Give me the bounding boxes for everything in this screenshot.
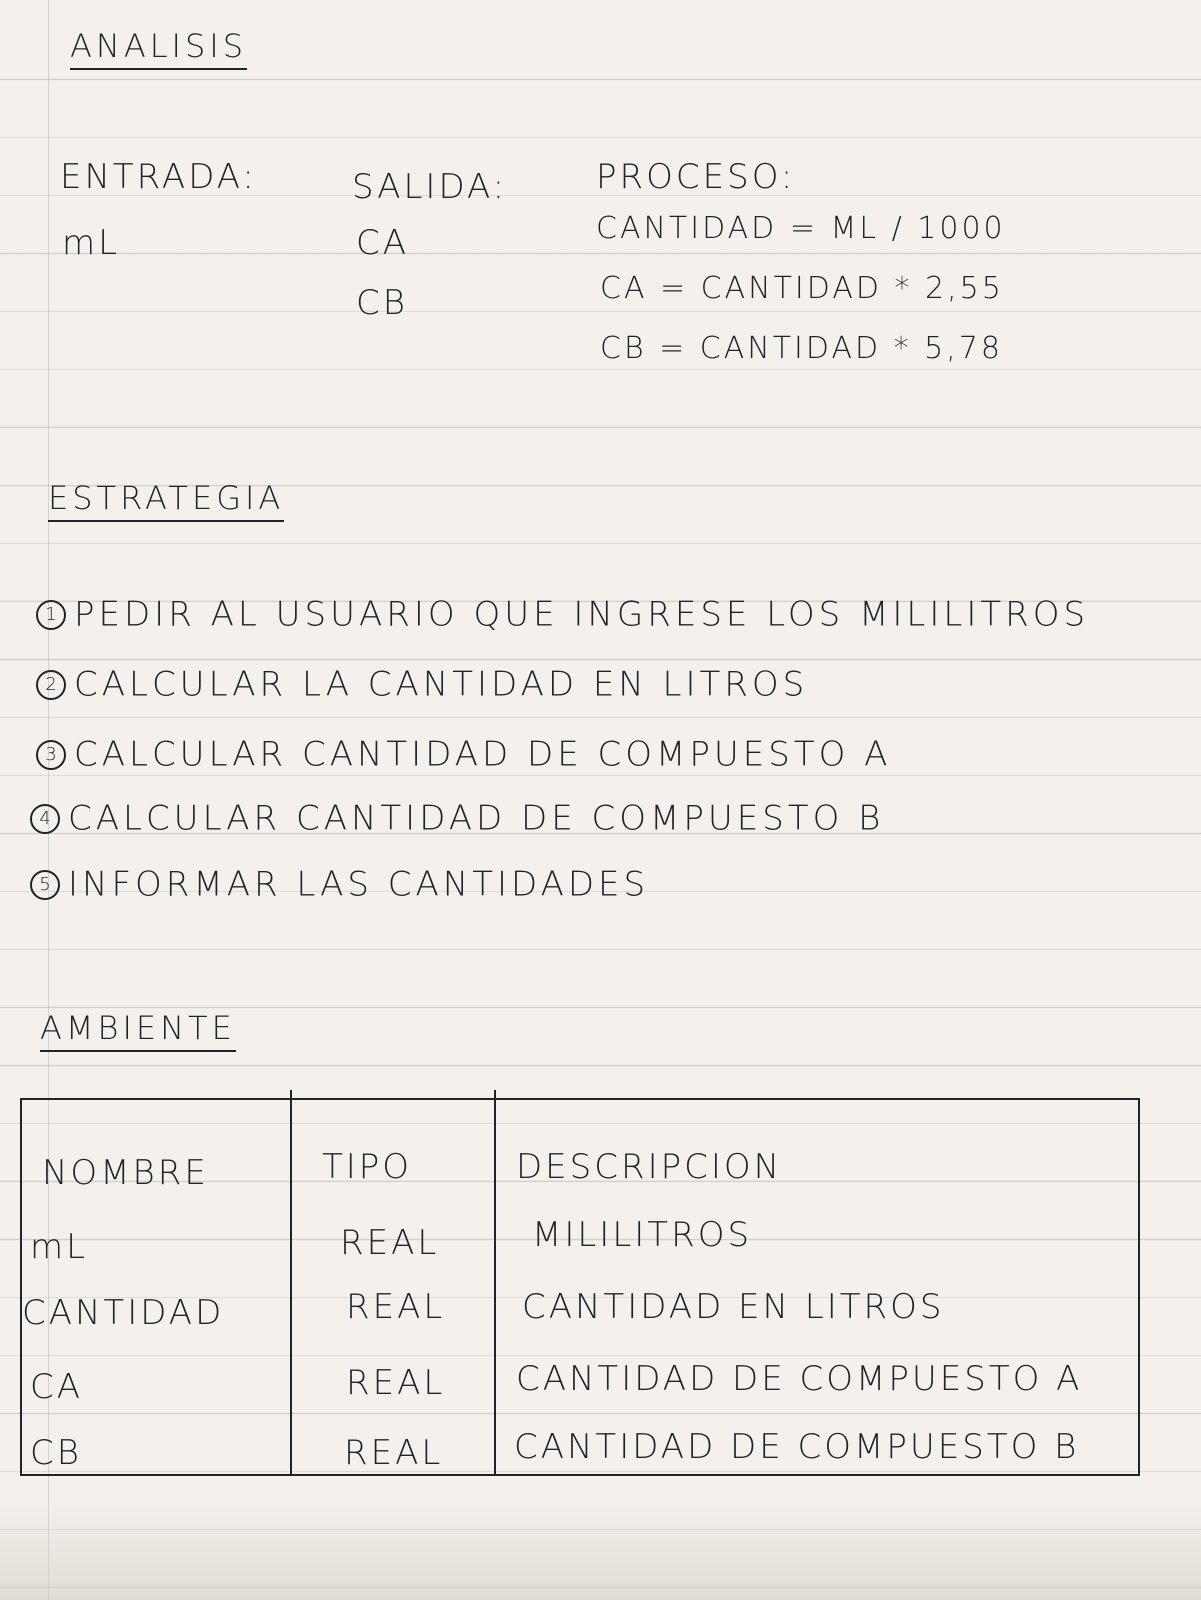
column-header-tipo: TIPO (322, 1147, 413, 1187)
salida-value-ca: CA (356, 223, 409, 263)
strategy-step-1 (36, 594, 1090, 635)
table-row-1-tipo: REAL (340, 1223, 440, 1263)
table-divider-2 (494, 1090, 496, 1476)
analisis-heading: ANALISIS (70, 30, 247, 70)
proceso-line-3: CB = CANTIDAD * 5,78 (600, 331, 1003, 366)
step-text-4: CALCULAR CANTIDAD DE COMPUESTO B (68, 798, 885, 839)
table-row-2-tipo: REAL (346, 1287, 446, 1327)
salida-value-cb: CB (356, 283, 409, 323)
salida-label: SALIDA: (352, 167, 508, 207)
step-text-3: CALCULAR CANTIDAD DE COMPUESTO A (74, 734, 892, 775)
table-row-3-tipo: REAL (346, 1363, 446, 1403)
table-row-4-descripcion: CANTIDAD DE COMPUESTO B (514, 1427, 1080, 1467)
step-number-2: 2 (36, 670, 66, 700)
table-row-3-nombre: CA (30, 1367, 83, 1407)
column-header-descripcion: DESCRIPCION (516, 1147, 783, 1187)
ambiente-heading: AMBIENTE (40, 1012, 236, 1052)
step-text-2: CALCULAR LA CANTIDAD EN LITROS (74, 664, 809, 705)
column-header-nombre: NOMBRE (42, 1153, 209, 1193)
table-divider-1 (290, 1090, 292, 1476)
strategy-step-4 (30, 798, 885, 839)
table-row-2-descripcion: CANTIDAD EN LITROS (522, 1287, 945, 1327)
step-text-5: INFORMAR LAS CANTIDADES (68, 864, 650, 905)
step-number-4: 4 (30, 804, 60, 834)
table-row-2-nombre: CANTIDAD (22, 1293, 225, 1333)
table-row-3-descripcion: CANTIDAD DE COMPUESTO A (516, 1359, 1083, 1399)
page-bottom-shadow (0, 1500, 1201, 1600)
strategy-step-3 (36, 734, 892, 775)
proceso-label: PROCESO: (596, 157, 796, 197)
entrada-label: ENTRADA: (60, 157, 257, 197)
table-row-4-nombre: CB (30, 1433, 83, 1473)
estrategia-heading: ESTRATEGIA (48, 482, 284, 522)
strategy-step-5 (30, 864, 650, 905)
proceso-line-1: CANTIDAD = ML / 1000 (596, 211, 1006, 246)
table-row-1-descripcion: MILILITROS (532, 1215, 753, 1255)
strategy-step-2 (36, 664, 809, 705)
step-number-5: 5 (30, 870, 60, 900)
table-row-1-nombre: mL (30, 1227, 89, 1267)
table-row-4-tipo: REAL (344, 1433, 444, 1473)
entrada-value: mL (62, 223, 121, 263)
step-number-1: 1 (36, 600, 66, 630)
step-number-3: 3 (36, 740, 66, 770)
proceso-line-2: CA = CANTIDAD * 2,55 (600, 271, 1004, 306)
step-text-1: PEDIR AL USUARIO QUE INGRESE LOS MILILITROS (74, 594, 1090, 635)
